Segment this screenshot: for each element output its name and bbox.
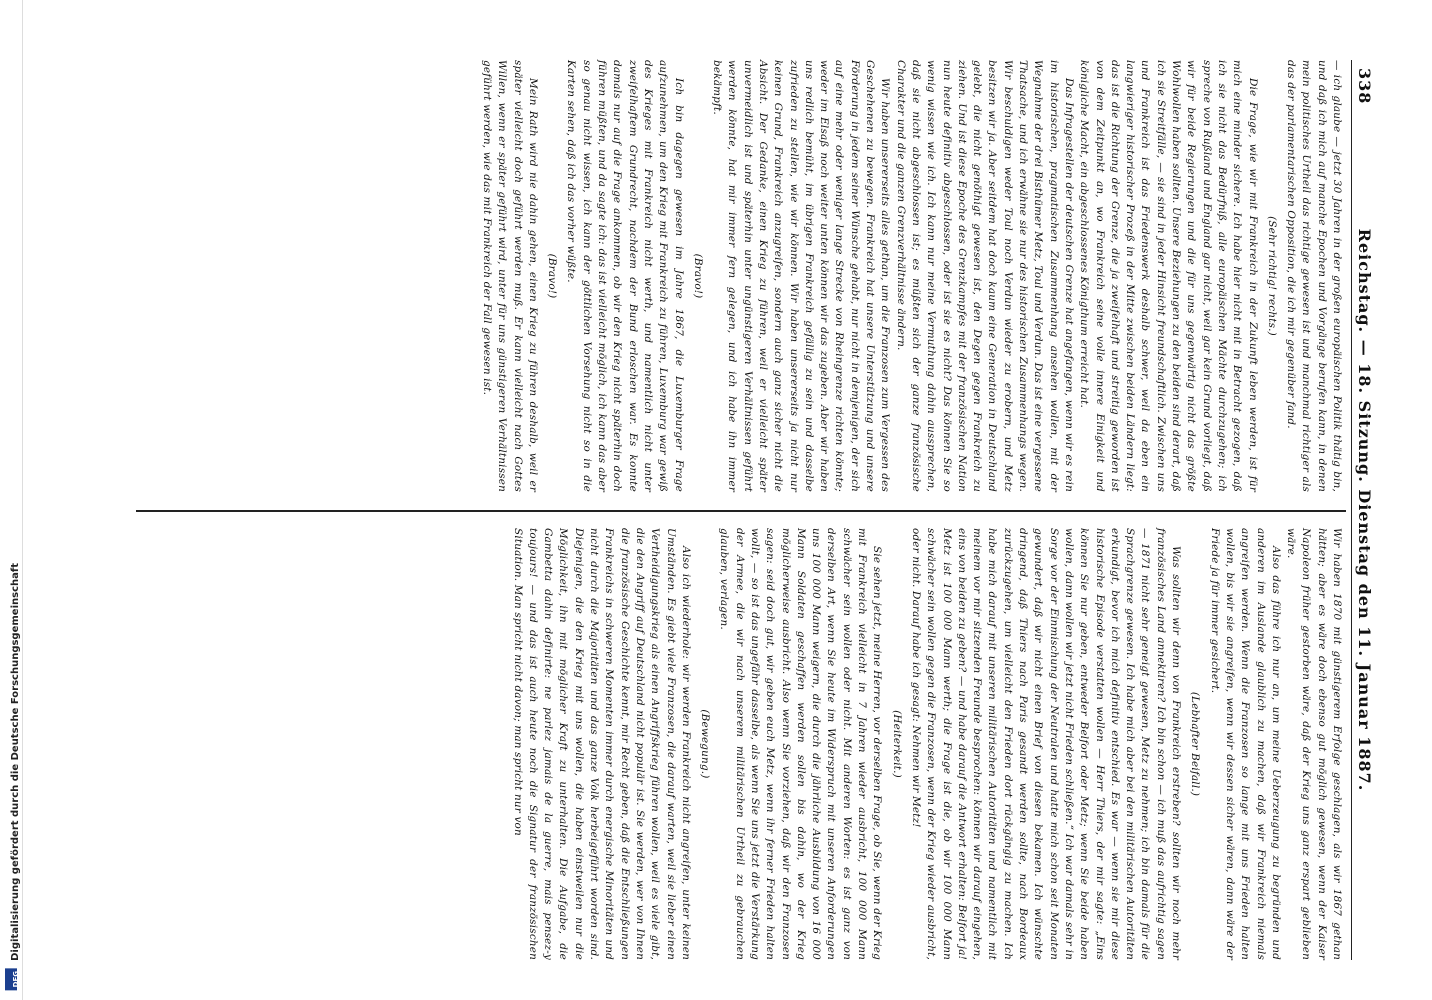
paragraph: Sie sehen jetzt, meine Herren, vor derselben Frage, ob Sie, wenn der Krieg mit Frankreich vielleicht in 7 Jahren wieder ausbricht, 100 000 Mann schwächer sein wollen oder nicht. Mit anderen Worten: es ist ganz von derselben Art, wenn Sie heute im Widerspruch mit unseren Anforderungen uns 100 000 Mann weigern, die durch die jährliche Ausbildung von 16 000 Mann Soldaten geschaffen werden sollen bis dahin, wo der Krieg möglicherweise ausbricht. Also wenn Sie vorziehen, daß wir den Franzosen sagen: seid doch gut, wir geben euch Metz, wenn ihr ferner Frieden halten wollt, — so ist das ungefähr dasselbe, als wenn Sie uns jetzt die Verstärkung der Armee, die wir nach unserem militärischen Urtheil zu gebrauchen glauben, verlagen. xyxy=(718,528,884,960)
paragraph: Also ich wiederhole: wir werden Frankreich nicht angreifen, unter keinen Umständen. Es giebt viele Franzosen, die darauf warten, weil sie lieber einen Vertheidigungskrieg als einen Angriffskrieg führen wollen, weil es viele gibt, die den Angriff auf Deutschland nicht populär ist. Sie werden, wer von Ihnen die französische Geschichte kennt, mir Recht geben, daß die Entschließungen Frankreichs in schweren Momenten immer durch energische Minoritäten und nicht durch die Majoritäten und das ganze Volk herbeigeführt worden sind. Diejenigen, die den Krieg mit uns wollen, die haben einstweilen nur die Möglichkeit, ihn mit möglicher Kraft zu unterhalten. Die Aufgabe, die Gambetta dahin definirte: ne parlez jamais de la guerre, mais pensez-y toujours! — und das ist auch heute noch die Signatur der französischen Situation. Man spricht nicht davon; man spricht nur von xyxy=(511,528,692,960)
stage-direction: (Bravo!) xyxy=(546,253,559,299)
paragraph: Mein Rath wird nie dahin gehen, einen Krieg zu führen deshalb, weil er später vielleicht doch geführt werden muß. Er kann vielleicht nach Gottes Willen, wenn er später geführt wird, unter für uns günstigeren Verhältnissen geführt werden, wie das mit Frankreich der Fall gewesen ist. xyxy=(480,60,539,492)
paragraph: Das Infragestellen der deutschen Grenze hat angefangen, wenn wir es rein im historischen, pragmatischen Zusammenhang ansehen wollen, mit der Wegnahme der drei Bisthümer Metz, Toul und Verdun. Das ist eine vergessene Thatsache, und ich erwähne sie nur des historischen Zusammenhangs wegen. Wir beschuldigen weder Toul noch Verdun wieder zu erobern, und Metz besitzen wir ja. Aber seitdem hat doch kaum eine Generation in Deutschland gelebt, die nicht genöthigt gewesen ist, den Degen gegen Frankreich zu ziehen. Und ist diese Epoche des Grenzkampfes mit der französischen Nation nun heute definitiv abgeschlossen, oder ist sie es nicht? Das können Sie so wenig wissen wie ich. Ich kann nur meine Vermuthung dahin aussprechen, daß sie nicht abgeschlossen ist; es müßten sich der ganze französische Charakter und die ganzen Grenzverhältnisse ändern. xyxy=(894,60,1075,492)
digitization-credit-strip xyxy=(0,0,23,1000)
digitization-credit-text: Digitalisierung gefördert durch die Deutsche Forschungsgemeinschaft xyxy=(10,562,21,961)
dfg-logo-icon: DFG xyxy=(5,968,17,990)
stage-direction: (Lebhafter Beifall.) xyxy=(1189,691,1202,797)
paragraph: Also das führe ich nur an, um meine Ueberzeugung zu begründen und anderen im Auslande glaublich zu machen, daß wir Frankreich niemals angreifen werden. Wenn die Franzosen so lange mit uns Frieden halten wollen, bis wir sie angreifen, wenn wir dessen sicher wären, dann wäre der Friede ja für immer gesichert. xyxy=(1208,528,1282,960)
paragraph: Was sollten wir denn von Frankreich erstreben? sollten wir noch mehr französisches Land annektiren? Ich bin schon — ich muß das aufrichtig sagen — 1871 nicht sehr geneigt gewesen, Metz zu nehmen; ich bin damals für die Sprachgrenze gewesen. Ich habe mich aber bei den militärischen Autoritäten erkundigt, bevor ich mich definitiv entschied. Es war — wenn sie mir diese historische Episode verstatten wollen — Herr Thiers, der mir sagte: „Eins können Sie nur geben, entweder Belfort oder Metz; wenn Sie beide haben wollen, dann wollen wir jetzt nicht Frieden schließen.“ Ich war damals sehr in Sorge vor der Einmischung der Neutralen und hatte mich schon seit Monaten gewundert, daß wir nicht einen Brief von diesen bekamen. Ich wünschte dringend, daß Thiers nach Paris gesandt werden sollte, nach Bordeaux zurückzugehen, um vielleicht den Frieden dort rückgängig zu machen. Ich habe mich darauf mit unseren militärischen Autoritäten und namentlich mit meinem vor mir sitzenden Freunde besprochen: können wir darauf eingehen, eins von beiden zu geben? — und habe darauf die Antwort erhalten: Belfort ja! Metz ist 100 000 Mann werth; die Frage ist die, ob wir 100 000 Mann schwächer sein wollen gegen die Franzosen, wenn der Krieg wieder ausbricht, oder nicht. Darauf habe ich gesagt: Nehmen wir Metz! xyxy=(909,528,1183,960)
stage-direction: (Bravo!) xyxy=(691,253,704,299)
paragraph: — ich glaube — jetzt 30 Jahren in der großen europäischen Politik thätig bin, und daß ich mich auf manche Epochen und Vorgänge berufen kann, in denen mein politisches Urtheil das richtige gewesen ist und manchmal richtiger als das der parlamentarischen Opposition, die ich mir gegenüber fand. xyxy=(1285,60,1343,492)
header-rule xyxy=(1351,60,1352,960)
stage-direction: (Sehr richtig! rechts.) xyxy=(1265,216,1278,336)
paragraph: Die Frage, wie wir mit Frankreich in der Zukunft leben werden, ist für mich eine minder sichere. Ich habe hier nicht mit in Betracht gezogen, daß ich sie nicht das Bedürfniß, alle europäischen Mächte durchzugehen; ich spreche von Rußland und England gar nicht, weil gar kein Grund vorliegt, daß wir für beide Regierungen und die für uns gegenwärtig nicht das größte Wohlwollen haben sollten. Unsere Beziehungen zu den beiden sind derart, daß ich sie Streitfälle, — sie sind in jeder Hinsicht freundschaftlich. Zwischen uns und Frankreich ist das Friedenswerk deshalb schwer, weil da eben ein langwieriger historischer Prozeß in der Mitte zwischen beiden Ländern liegt: das ist die Richtung der Grenze, die ja zweifelhaft und streitig geworden ist von dem Zeitpunkt an, wo Frankreich seine volle innere Einigkeit und königliche Macht, ein abgeschlossenes Königthum erreicht hat. xyxy=(1078,60,1259,492)
column-divider xyxy=(136,510,1346,512)
document-page xyxy=(90,60,1380,960)
page-header xyxy=(1350,60,1380,960)
running-title: Reichstag. — 18. Sitzung. Dienstag den 11. Januar 1887. xyxy=(1355,228,1374,792)
paragraph: Wir haben 1870 mit günstigerem Erfolge geschlagen, als wir 1867 gethan hätten; aber es wäre doch ebenso gut möglich gewesen, wenn der Kaiser Napoleon früher gestorben wäre, daß der Krieg uns ganz erspart geblieben wäre. xyxy=(1285,528,1343,960)
paragraph: Wir haben unsererseits alles gethan, um die Franzosen zum Vergessen des Geschehenen zu bewegen. Frankreich hat unsere Unterstützung und unsere Förderung in jedem seiner Wünsche gehabt, nur nicht in demjenigen, der sich auf eine mehr oder weniger lange Strecke von Rheingrenze richten könnte; weder im Elsaß noch weiter unten können wir das zugeben. Aber wir haben uns redlich bemüht, im übrigen Frankreich gefällig zu sein und dasselbe zufrieden zu stellen, wie wir können. Wir haben unsererseits ja nicht nur keinen Grund, Frankreich anzugreifen, sondern auch ganz sicher nicht die Absicht. Der Gedanke, einen Krieg zu führen, weil er vielleicht später unvermeidlich ist und späterhin unter ungünstigeren Verhältnissen geführt werden könnte, hat mir immer fern gelegen, und ich habe ihn immer bekämpft. xyxy=(711,60,892,492)
paragraph: Ich bin dagegen gewesen im Jahre 1867, die Luxemburger Frage aufzunehmen, um den Krieg mit Frankreich zu führen, Luxemburg war gewiß des Krieges mit Frankreich nicht werth, und namentlich nicht unter zweifelhaftem Grundrecht, nachdem der Bund erloschen war. Es konnte damals nur auf die Frage ankommen, ob wir den Krieg nicht späterhin doch führen müßten, und da sagte ich: das ist vielleicht möglich, ich kann das aber so genau nicht wissen, ich kann der göttlichen Vorsehung nicht so in die Karten sehen, daß ich das vorher wüßte. xyxy=(565,60,685,492)
left-column xyxy=(479,60,1344,492)
stage-direction: (Bewegung.) xyxy=(699,709,712,779)
digitization-credit xyxy=(5,563,21,990)
right-column xyxy=(509,528,1344,960)
stage-direction: (Heiterkeit.) xyxy=(890,710,903,778)
page-number: 338 xyxy=(1355,68,1374,105)
